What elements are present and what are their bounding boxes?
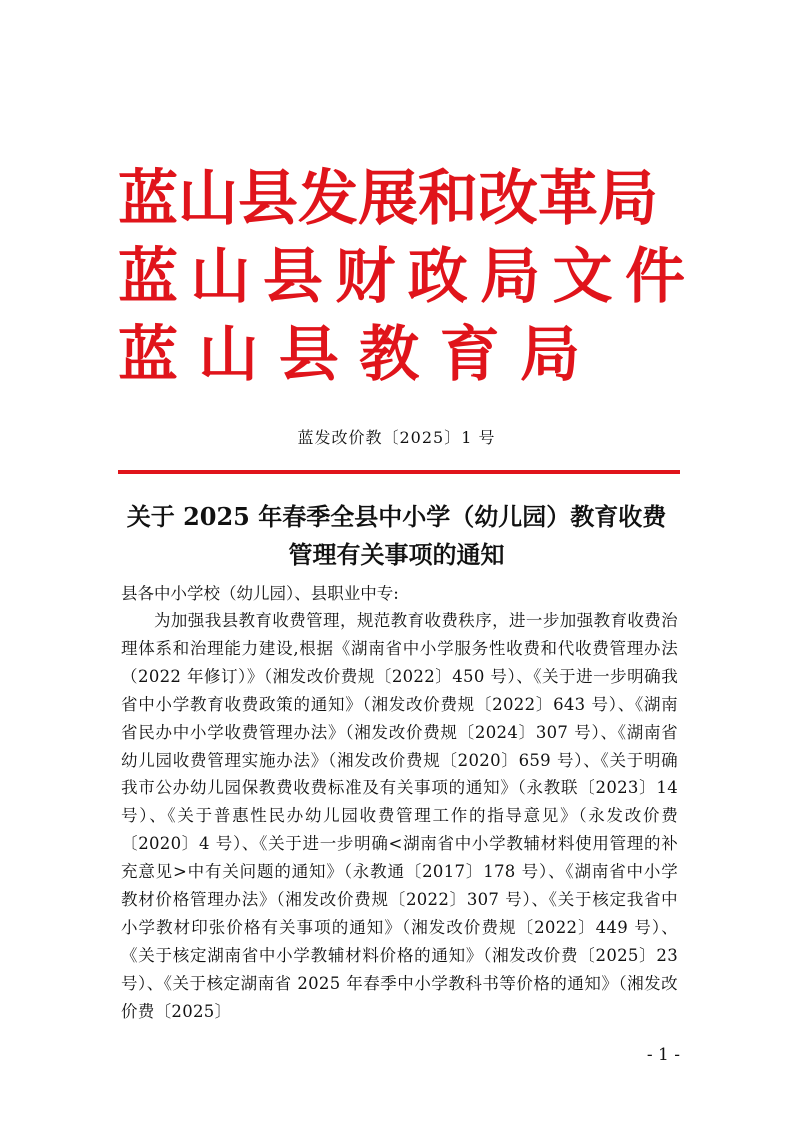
- header-char: 财: [335, 242, 396, 312]
- header-char: 局: [519, 320, 580, 390]
- header-char: 蓝: [118, 164, 178, 234]
- page-number: - 1 -: [646, 1045, 680, 1065]
- header-char: 山: [178, 164, 238, 234]
- document-number: 蓝发改价教〔2025〕1 号: [297, 428, 496, 447]
- document-title: [0, 498, 793, 574]
- body-paragraph: 为加强我县教育收费管理，规范教育收费秩序，进一步加强教育收费治理体系和治理能力建设,根据《湖南省中小学服务性收费和代收费管理办法（2022 年修订）》（湘发改价费规〔2022〕450 号）、《关于进一步明确我省中小学教育收费政策的通知》（湘发改价费规〔2022〕643 号）、《湖南省民办中小学收费管理办法》（湘发改价费规〔2024〕307 号）、《湖南省幼儿园收费管理实施办法》（湘发改价费规〔2020〕659 号）、《关于明确我市公办幼儿园保教费收费标准及有关事项的通知》（永教联〔2023〕14 号）、《关于普惠性民办幼儿园收费管理工作的指导意见》（永发改价费〔2020〕4 号）、《关于进一步明确<湖南省中小学教辅材料使用管理的补充意见>中有关问题的通知》（永教通〔2017〕178 号）、《湖南省中小学教材价格管理办法》（湘发改价费规〔2022〕307 号）、《关于核定我省中小学教材印张价格有关事项的通知》（湘发改价费规〔2022〕449 号）、《关于核定湖南省中小学教辅材料价格的通知》（湘发改价费〔2025〕23 号）、《关于核定湖南省 2025 年春季中小学教科书等价格的通知》（湘发改价费〔2025〕: [121, 611, 678, 1021]
- header-char: 蓝: [118, 242, 178, 312]
- header-char: 育: [439, 320, 500, 390]
- header-char: 革: [538, 164, 598, 234]
- red-divider-line: [118, 470, 680, 474]
- header-char: 山: [190, 242, 251, 312]
- document-header: [118, 160, 688, 394]
- title-line-2: 管理有关事项的通知: [288, 540, 505, 569]
- header-char: 局: [598, 164, 658, 234]
- salutation: 县各中小学校（幼儿园）、县职业中专:: [121, 584, 399, 603]
- header-char: 教: [359, 320, 420, 390]
- header-char: 发: [298, 164, 358, 234]
- header-char: 局: [480, 242, 541, 312]
- header-char: 和: [418, 164, 478, 234]
- header-line-2: [118, 238, 685, 316]
- header-char: 件: [624, 242, 685, 312]
- header-char: 山: [198, 320, 259, 390]
- header-char: 文: [552, 242, 613, 312]
- header-char: 展: [358, 164, 418, 234]
- header-char: 改: [478, 164, 538, 234]
- header-char: 蓝: [118, 320, 178, 390]
- header-char: 县: [238, 164, 298, 234]
- title-line-1: 关于 2025 年春季全县中小学（幼儿园）教育收费: [126, 502, 667, 531]
- header-char: 政: [407, 242, 468, 312]
- header-line-3: [118, 316, 580, 394]
- header-line-1: [118, 160, 658, 238]
- header-char: 县: [278, 320, 339, 390]
- header-char: 县: [262, 242, 323, 312]
